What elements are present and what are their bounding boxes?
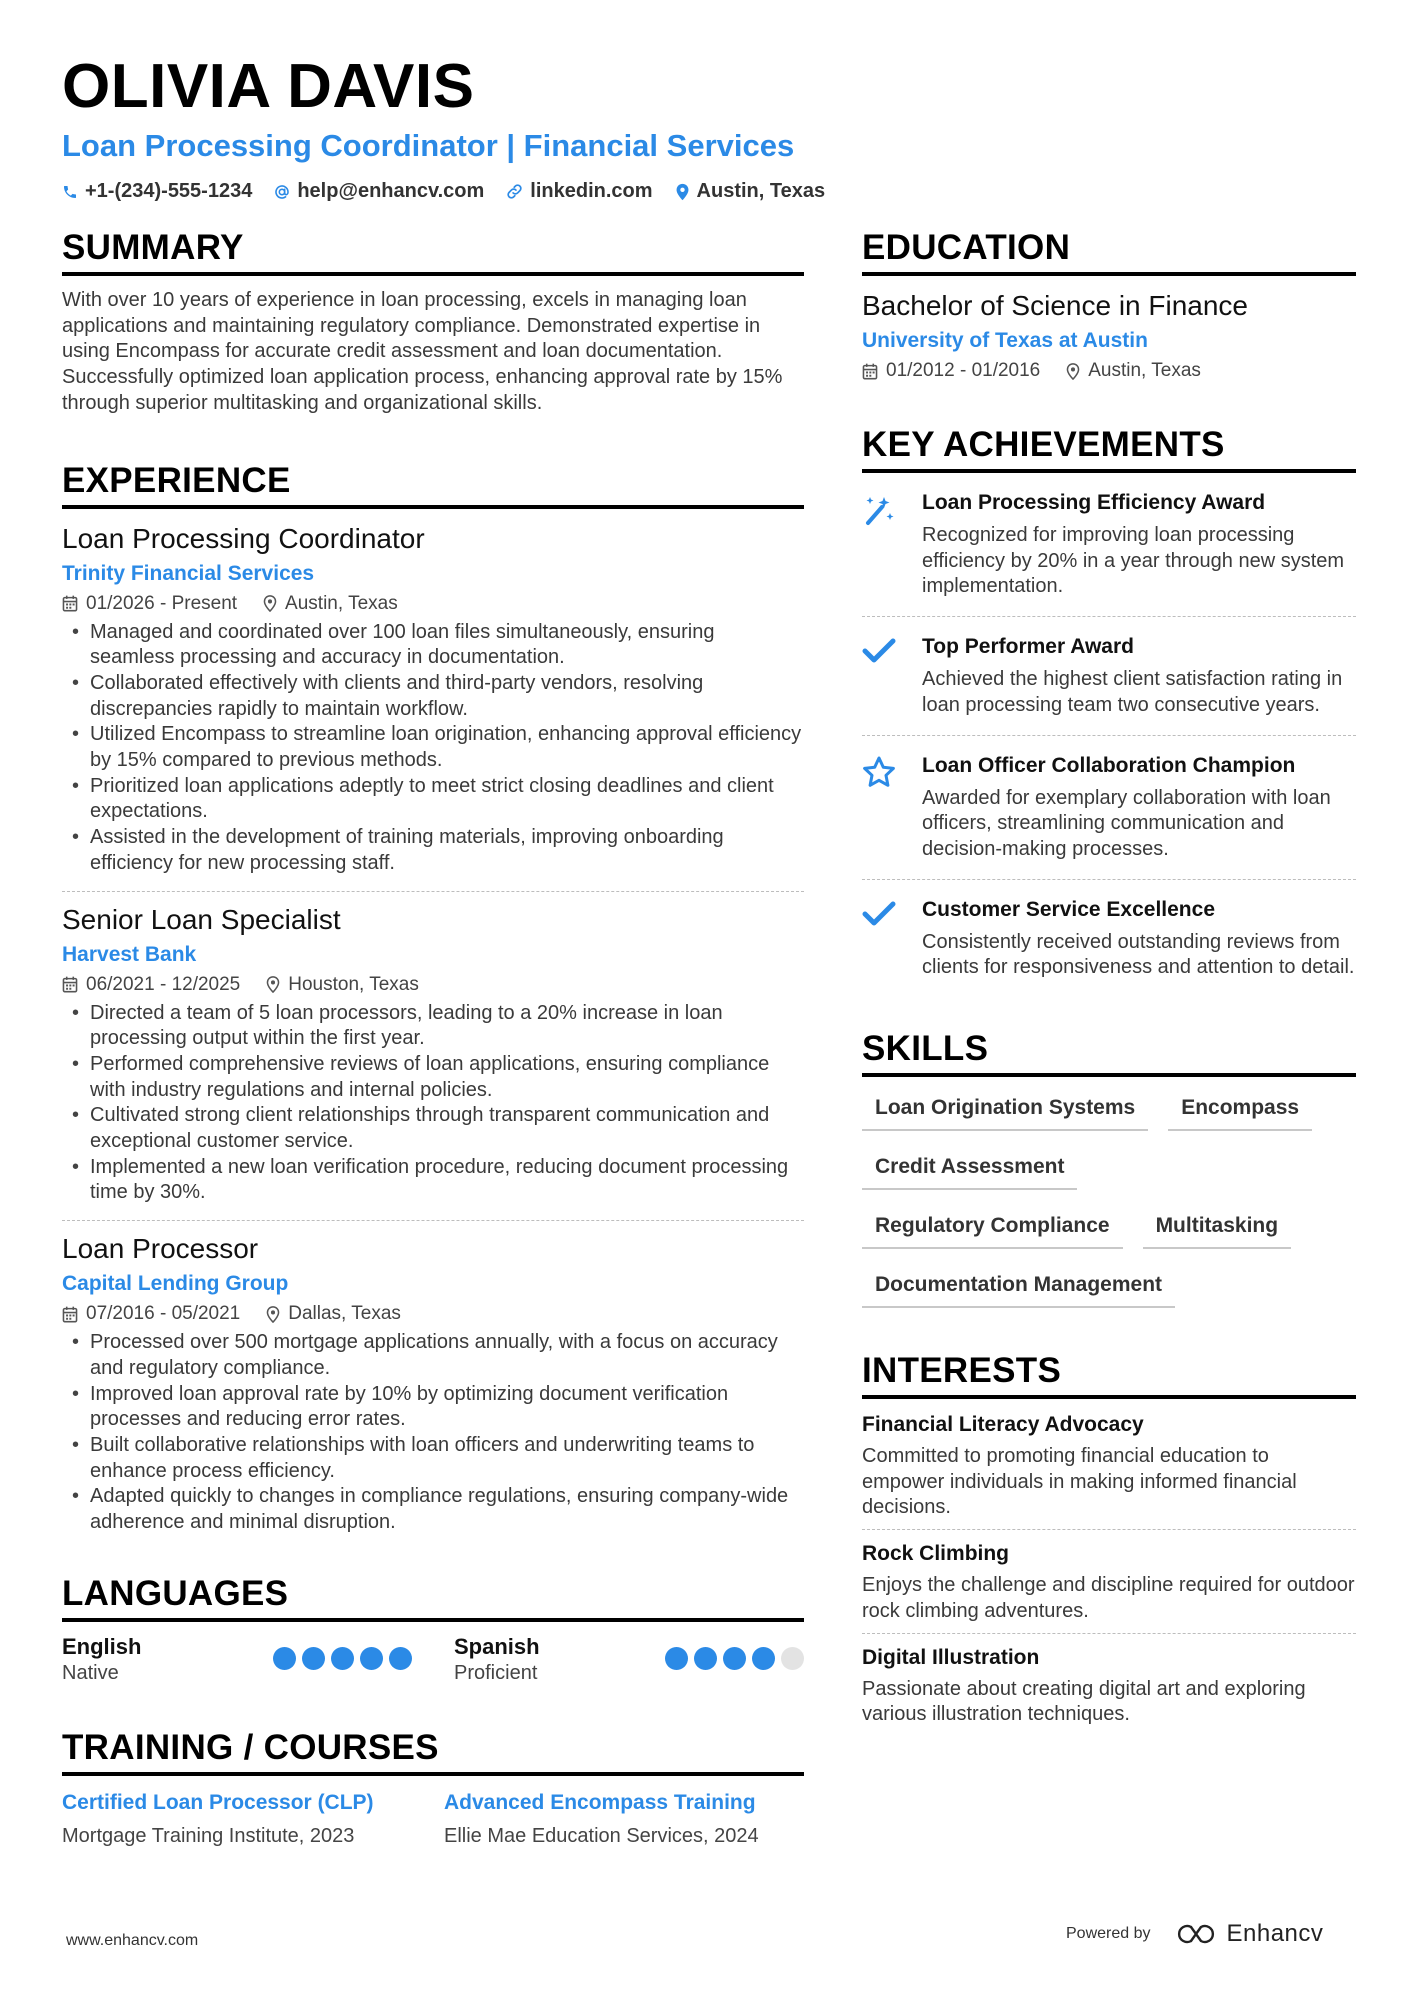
company-name: Capital Lending Group <box>62 1272 289 1296</box>
interest-name: Digital Illustration <box>862 1645 1040 1669</box>
job-dates <box>62 1302 240 1326</box>
location-text: Austin, Texas <box>696 180 826 202</box>
job-location <box>263 592 398 616</box>
interest-item <box>862 1540 1356 1624</box>
skills-heading: SKILLS <box>862 1027 1356 1077</box>
email-text: help@enhancv.com <box>297 180 485 202</box>
phone-icon <box>62 184 78 200</box>
rating-dot-empty <box>781 1647 804 1670</box>
candidate-name: OLIVIA DAVIS <box>62 52 475 121</box>
job-dates-text: 06/2021 - 12/2025 <box>86 973 241 995</box>
job-bullet: • Performed comprehensive reviews of loan applications, ensuring compliance with industry regulations and internal policies. <box>62 1052 804 1103</box>
linkedin-text: linkedin.com <box>530 180 653 202</box>
job-location <box>266 1302 401 1326</box>
achievement-desc: Awarded for exemplary collaboration with loan officers, streamlining communication and decision-making processes. <box>922 786 1331 860</box>
education-dates <box>862 359 1040 383</box>
summary-section <box>62 226 804 417</box>
education-dates-text: 01/2012 - 01/2016 <box>886 360 1041 381</box>
location-pin-icon <box>266 1306 280 1323</box>
job-bullet: • Managed and coordinated over 100 loan files simultaneously, ensuring seamless processing and accuracy in documentation. <box>62 620 804 671</box>
job-bullets <box>62 620 804 877</box>
language-name: English <box>62 1633 142 1659</box>
location-pin-icon <box>266 976 280 993</box>
job-entry <box>62 902 804 1215</box>
summary-heading: SUMMARY <box>62 226 804 276</box>
education-heading: EDUCATION <box>862 226 1356 276</box>
footer-website[interactable]: www.enhancv.com <box>66 1932 199 1949</box>
job-title: Loan Processing Coordinator <box>62 522 425 554</box>
job-meta <box>62 1302 804 1326</box>
skill-tag: Credit Assessment <box>862 1148 1077 1190</box>
achievements-section <box>862 423 1356 993</box>
interest-desc: Enjoys the challenge and discipline required for outdoor rock climbing adventures. <box>862 1574 1355 1622</box>
job-bullet: • Directed a team of 5 loan processors, leading to a 20% increase in loan processing output within the first year. <box>62 1001 804 1052</box>
job-bullet: • Built collaborative relationships with loan officers and underwriting teams to enhance process efficiency. <box>62 1433 804 1484</box>
interests-heading: INTERESTS <box>862 1349 1356 1399</box>
right-column <box>862 226 1356 1728</box>
location-pin-icon <box>1066 363 1080 380</box>
link-icon <box>506 183 523 200</box>
school-name: University of Texas at Austin <box>862 329 1148 352</box>
job-bullet: • Utilized Encompass to streamline loan origination, enhancing approval efficiency by 15% compared to previous methods. <box>62 722 804 773</box>
achievement-title: Top Performer Award <box>922 635 1134 659</box>
calendar-icon <box>62 595 78 612</box>
job-location <box>266 973 419 997</box>
achievement-item <box>862 485 1356 612</box>
rating-dot-filled <box>360 1647 383 1670</box>
skill-tag: Regulatory Compliance <box>862 1207 1123 1249</box>
language-list <box>62 1634 804 1686</box>
job-dates-text: 07/2016 - 05/2021 <box>86 1303 241 1325</box>
company-name: Harvest Bank <box>62 942 197 966</box>
job-bullet: • Prioritized loan applications adeptly to meet strict closing deadlines and client expectations. <box>62 774 804 825</box>
job-entry <box>62 1231 804 1544</box>
company-name: Trinity Financial Services <box>62 561 315 585</box>
degree-name: Bachelor of Science in Finance <box>862 290 1248 321</box>
job-bullet: • Assisted in the development of training materials, improving onboarding efficiency for new processing staff. <box>62 825 804 876</box>
rating-dot-filled <box>302 1647 325 1670</box>
job-meta <box>62 592 804 616</box>
languages-heading: LANGUAGES <box>62 1572 804 1622</box>
education-section <box>862 226 1356 383</box>
language-level: Proficient <box>454 1661 538 1684</box>
achievement-item <box>862 629 1356 730</box>
skill-tag: Multitasking <box>1143 1207 1292 1249</box>
achievements-heading: KEY ACHIEVEMENTS <box>862 423 1356 473</box>
rating-dot-filled <box>331 1647 354 1670</box>
calendar-icon <box>62 1306 78 1323</box>
rating-dot-filled <box>694 1647 717 1670</box>
location-pin-icon <box>675 183 690 201</box>
job-bullets <box>62 1001 804 1207</box>
achievement-title: Customer Service Excellence <box>922 897 1215 921</box>
divider <box>862 1529 1356 1530</box>
achievement-item <box>862 748 1356 875</box>
rating-dot-filled <box>273 1647 296 1670</box>
footer-branding[interactable] <box>1066 1920 1323 1948</box>
course-name: Advanced Encompass Training <box>444 1790 756 1814</box>
skill-list <box>862 1089 1356 1325</box>
candidate-title: Loan Processing Coordinator | Financial Services <box>62 128 795 163</box>
language-item <box>62 1634 412 1686</box>
star-icon <box>862 756 896 788</box>
job-dates-text: 01/2026 - Present <box>86 592 238 614</box>
job-location-text: Austin, Texas <box>285 592 398 614</box>
languages-section <box>62 1572 804 1686</box>
rating-dot-filled <box>665 1647 688 1670</box>
powered-by-label: Powered by <box>1066 1925 1151 1942</box>
rating-dot-filled <box>723 1647 746 1670</box>
brand-name: Enhancv <box>1226 1920 1324 1947</box>
skill-tag: Documentation Management <box>862 1266 1175 1308</box>
divider <box>862 879 1356 880</box>
phone-text: +1-(234)-555-1234 <box>85 180 253 202</box>
at-icon <box>274 184 290 200</box>
contact-linkedin[interactable] <box>506 180 652 203</box>
location-pin-icon <box>263 595 277 612</box>
divider <box>862 616 1356 617</box>
language-level: Native <box>62 1661 119 1684</box>
skill-tag: Loan Origination Systems <box>862 1089 1148 1131</box>
achievement-title: Loan Processing Efficiency Award <box>922 491 1266 514</box>
job-entry <box>62 521 804 885</box>
job-location-text: Houston, Texas <box>288 973 419 995</box>
job-bullets <box>62 1330 804 1536</box>
interest-desc: Passionate about creating digital art and exploring various illustration techniques. <box>862 1677 1306 1726</box>
course-item <box>444 1788 804 1851</box>
contact-location <box>675 180 826 203</box>
achievement-item <box>862 892 1356 993</box>
rating-dot-filled <box>752 1647 775 1670</box>
checkmark-icon <box>862 900 896 928</box>
job-bullet: • Collaborated effectively with clients and third-party vendors, resolving discrepancies rapidly to maintain workflow. <box>62 671 804 722</box>
calendar-icon <box>62 976 78 993</box>
training-heading: TRAINING / COURSES <box>62 1726 804 1776</box>
course-list <box>62 1788 804 1851</box>
course-org: Mortgage Training Institute, 2023 <box>62 1824 355 1847</box>
job-bullet: • Implemented a new loan verification procedure, reducing document processing time by 30%. <box>62 1155 804 1206</box>
job-dates <box>62 973 240 997</box>
summary-text: With over 10 years of experience in loan processing, excels in managing loan applications and maintaining regulatory compliance. Demonstrated expertise in using Encompass for accurate credit assessment and loan documentation. Successfully optimized loan application process, enhancing approval rate by 15% through superior multitasking and organizational skills. <box>62 289 783 414</box>
achievement-desc: Achieved the highest client satisfaction rating in loan processing team two consecutive years. <box>922 668 1343 716</box>
education-location <box>1066 359 1201 383</box>
skills-section <box>862 1027 1356 1325</box>
left-column <box>62 226 804 1851</box>
job-meta <box>62 973 804 997</box>
interest-item <box>862 1411 1356 1521</box>
enhancv-logo-icon <box>1175 1922 1219 1946</box>
interest-item <box>862 1644 1356 1728</box>
job-location-text: Dallas, Texas <box>288 1303 401 1325</box>
education-location-text: Austin, Texas <box>1088 360 1201 381</box>
education-meta <box>862 359 1356 383</box>
contact-phone[interactable] <box>62 180 252 203</box>
language-rating <box>267 1647 412 1670</box>
job-title: Loan Processor <box>62 1233 259 1265</box>
language-rating <box>659 1647 804 1670</box>
divider <box>62 891 804 892</box>
job-bullet: • Adapted quickly to changes in compliance regulations, ensuring company-wide adherence and minimal disruption. <box>62 1484 804 1535</box>
job-dates <box>62 592 237 616</box>
checkmark-icon <box>862 637 896 665</box>
interests-section <box>862 1349 1356 1728</box>
job-title: Senior Loan Specialist <box>62 903 341 935</box>
training-section <box>62 1726 804 1851</box>
rating-dot-filled <box>389 1647 412 1670</box>
course-item <box>62 1788 422 1851</box>
divider <box>862 735 1356 736</box>
course-name: Certified Loan Processor (CLP) <box>62 1790 374 1814</box>
divider <box>862 1633 1356 1634</box>
contact-bar <box>62 180 1362 203</box>
skill-tag: Encompass <box>1168 1089 1312 1131</box>
interest-name: Financial Literacy Advocacy <box>862 1413 1144 1437</box>
interest-name: Rock Climbing <box>862 1542 1010 1566</box>
language-name: Spanish <box>454 1633 540 1659</box>
course-org: Ellie Mae Education Services, 2024 <box>444 1824 759 1847</box>
interest-desc: Committed to promoting financial education to empower individuals in making informed financial decisions. <box>862 1445 1297 1519</box>
achievement-title: Loan Officer Collaboration Champion <box>922 753 1296 777</box>
job-bullet: • Cultivated strong client relationships through transparent communication and exceptional customer service. <box>62 1103 804 1154</box>
experience-section <box>62 459 804 1544</box>
magic-wand-icon <box>862 493 896 527</box>
divider <box>62 1220 804 1221</box>
job-bullet: • Processed over 500 mortgage applications annually, with a focus on accuracy and regulatory compliance. <box>62 1330 804 1381</box>
language-item <box>454 1634 804 1686</box>
job-bullet: • Improved loan approval rate by 10% by optimizing document verification processes and reducing error rates. <box>62 1382 804 1433</box>
resume-header <box>62 52 1362 203</box>
achievement-desc: Consistently received outstanding reviews from clients for responsiveness and attention to detail. <box>922 930 1355 979</box>
contact-email[interactable] <box>274 180 484 203</box>
experience-heading: EXPERIENCE <box>62 459 804 509</box>
calendar-icon <box>862 363 878 380</box>
achievement-desc: Recognized for improving loan processing efficiency by 20% in a year through new system implementation. <box>922 524 1345 598</box>
